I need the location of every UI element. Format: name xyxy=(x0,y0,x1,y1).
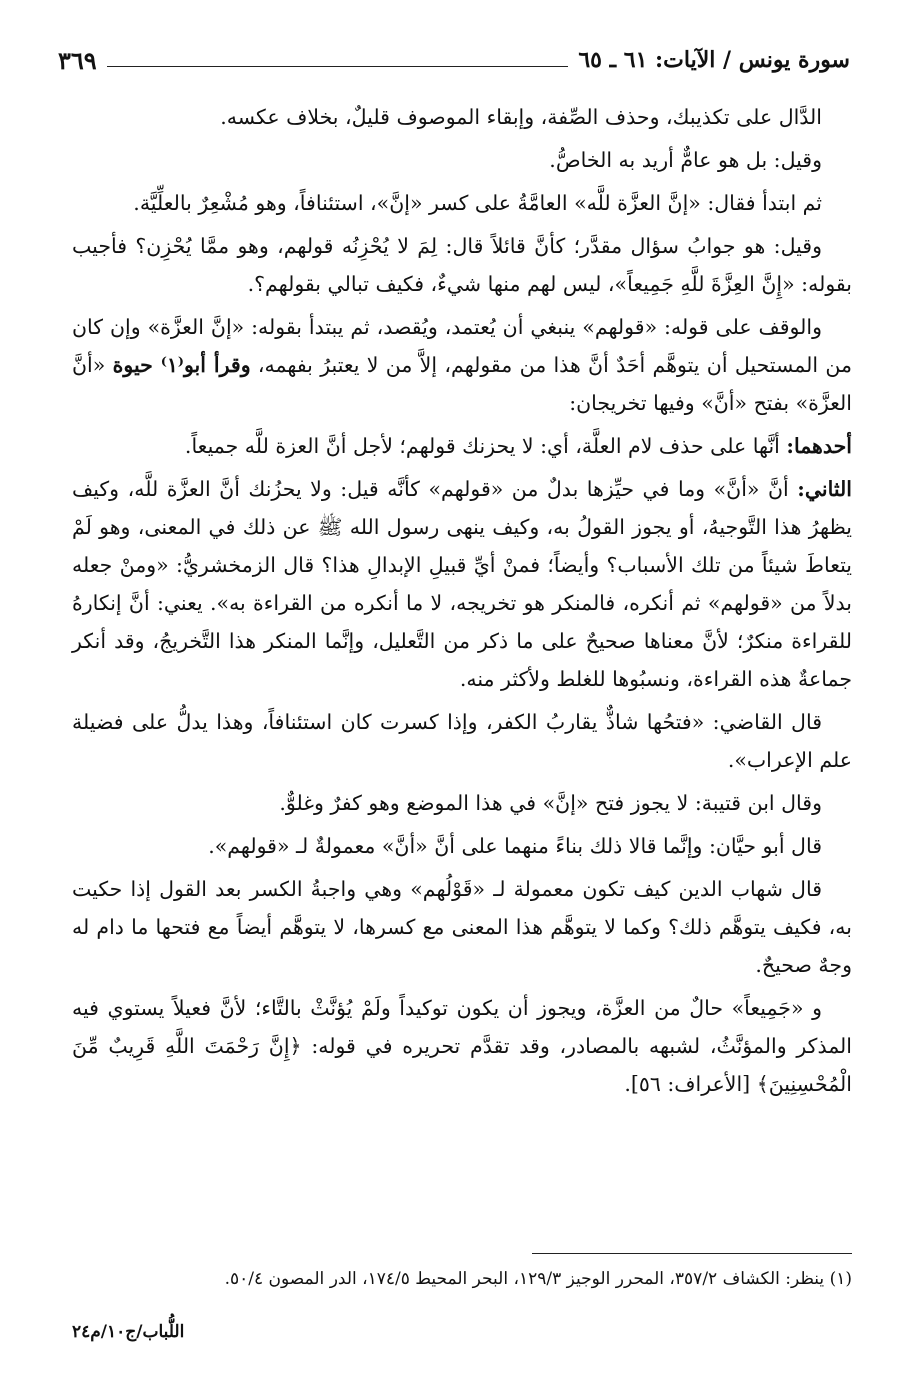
paragraph: أحدهما: أنَّها على حذف لام العلَّة، أي: لا يحزنك قولهم؛ لأجل أنَّ العزة للَّه جميعاً. xyxy=(184,434,852,458)
paragraph: والوقف على قوله: «قولهم» ينبغي أن يُعتمد، ويُقصد، ثم يبتدأ بقوله: «إنَّ العزَّة» وإن كان من المستحيل أن يتوهَّم أحَدٌ أنَّ هذا من مقولهم، إلاَّ من لا يعتبرُ بفهمه، وقرأ أبو⁽١⁾ حيوة «أنَّ العزَّة» بفتح «أنَّ» وفيها تخريجان: xyxy=(72,315,852,415)
footnote-rule xyxy=(532,1253,852,1254)
header-rule xyxy=(107,66,569,67)
main-text xyxy=(72,98,852,1108)
paragraph: قال أبو حيَّان: وإنَّما قالا ذلك بناءً منهما على أنَّ «أنَّ» معمولةٌ لـ «قولهم». xyxy=(208,834,822,858)
paragraph: الثاني: أنَّ «أنَّ» وما في حيِّزها بدلٌ من «قولهم» كأنَّه قيل: ولا يحزُنك أنَّ العزَّة للَّه، وكيف يظهرُ هذا التَّوجيهُ، أو يجوز القولُ به، وكيف ينهى رسول الله ﷺ عن ذلك في المعنى، وهو لَمْ يتعاطَ شيئاً من تلك الأسباب؟ وأيضاً؛ فمنْ أيِّ قبيلِ الإبدالِ هذا؟ قال الزمخشريُّ: «ومنْ جعله بدلاً من «قولهم» ثم أنكره، فالمنكر هو تخريجه، لا ما أنكره من القراءة به». يعني: أنَّ إنكارهُ للقراءة منكرٌ؛ لأنَّ معناها صحيحٌ على ما ذكر من التَّعليل، وإنَّما المنكر هذا التَّخريجُ، وقد أنكر جماعةٌ هذه القراءة، ونسبُوها للغلط ولأكثر منه. xyxy=(72,477,852,691)
point-label: الثاني: xyxy=(797,477,852,501)
paragraph: قال القاضي: «فتحُها شاذٌّ يقاربُ الكفر، وإذا كسرت كان استئنافاً، وهذا يدلُّ على فضيلة علم الإعراب». xyxy=(72,710,852,772)
point-label: أحدهما: xyxy=(786,434,852,458)
paragraph: وقيل: بل هو عامٌّ أريد به الخاصُّ. xyxy=(549,148,822,172)
paragraph: قال شهاب الدين كيف تكون معمولة لـ «قَوْلُهم» وهي واجبةُ الكسر بعد القول إذا حكيت به، فكيف يتوهَّم ذلك؟ وكما لا يتوهَّم هذا المعنى مع كسرها، لا يتوهَّم أيضاً مع فتحها ما دام له وجهٌ صحيحٌ. xyxy=(72,877,852,977)
paragraph: وقال ابن قتيبة: لا يجوز فتح «إنَّ» في هذا الموضع وهو كفرٌ وغلوٌّ. xyxy=(279,791,822,815)
paragraph: وقيل: هو جوابُ سؤال مقدَّر؛ كأنَّ قائلاً قال: لِمَ لا يُحْزِنُه قولهم، وهو ممَّا يُحْزِن؟ فأجيب بقوله: «إِنَّ العِزَّةَ للَّهِ جَمِيعاً»، ليس لهم منها شيءٌ، فكيف تبالي بقولهم؟. xyxy=(72,234,852,296)
footnote: (١) ينظر: الكشاف ٣٥٧/٢، المحرر الوجيز ١٢٩/٣، البحر المحيط ١٧٤/٥، الدر المصون ٥٠/٤. xyxy=(224,1269,852,1289)
volume-signature: اللُّباب/ج١٠/م٢٤ xyxy=(72,1322,185,1342)
paragraph: و «جَمِيعاً» حالٌ من العزَّة، ويجوز أن يكون توكيداً ولَمْ يُؤنَّثْ بالتَّاء؛ لأنَّ فعيلاً يستوي فيه المذكر والمؤنَّثُ، لشبهه بالمصادر، وقد تقدَّم تحريره في قوله: ﴿إِنَّ رَحْمَتَ اللَّهِ قَرِيبٌ مِّنَ الْمُحْسِنِينَ﴾ [الأعراف: ٥٦]. xyxy=(72,996,852,1096)
page-header xyxy=(58,40,850,80)
page-number: ٣٦٩ xyxy=(58,45,97,75)
paragraph: ثم ابتدأ فقال: «إنَّ العزَّة للَّه» العامَّةُ على كسر «إنَّ»، استئنافاً، وهو مُشْعِرٌ بالعلِّيَّة. xyxy=(133,191,822,215)
surah-title: سورة يونس / الآيات: ٦١ ـ ٦٥ xyxy=(578,47,850,73)
reader-name: وقرأ أبو⁽١⁾ حيوة xyxy=(112,353,251,377)
paragraph: الدَّال على تكذيبك، وحذف الصِّفة، وإبقاء الموصوف قليلٌ، بخلاف عكسه. xyxy=(220,105,822,129)
